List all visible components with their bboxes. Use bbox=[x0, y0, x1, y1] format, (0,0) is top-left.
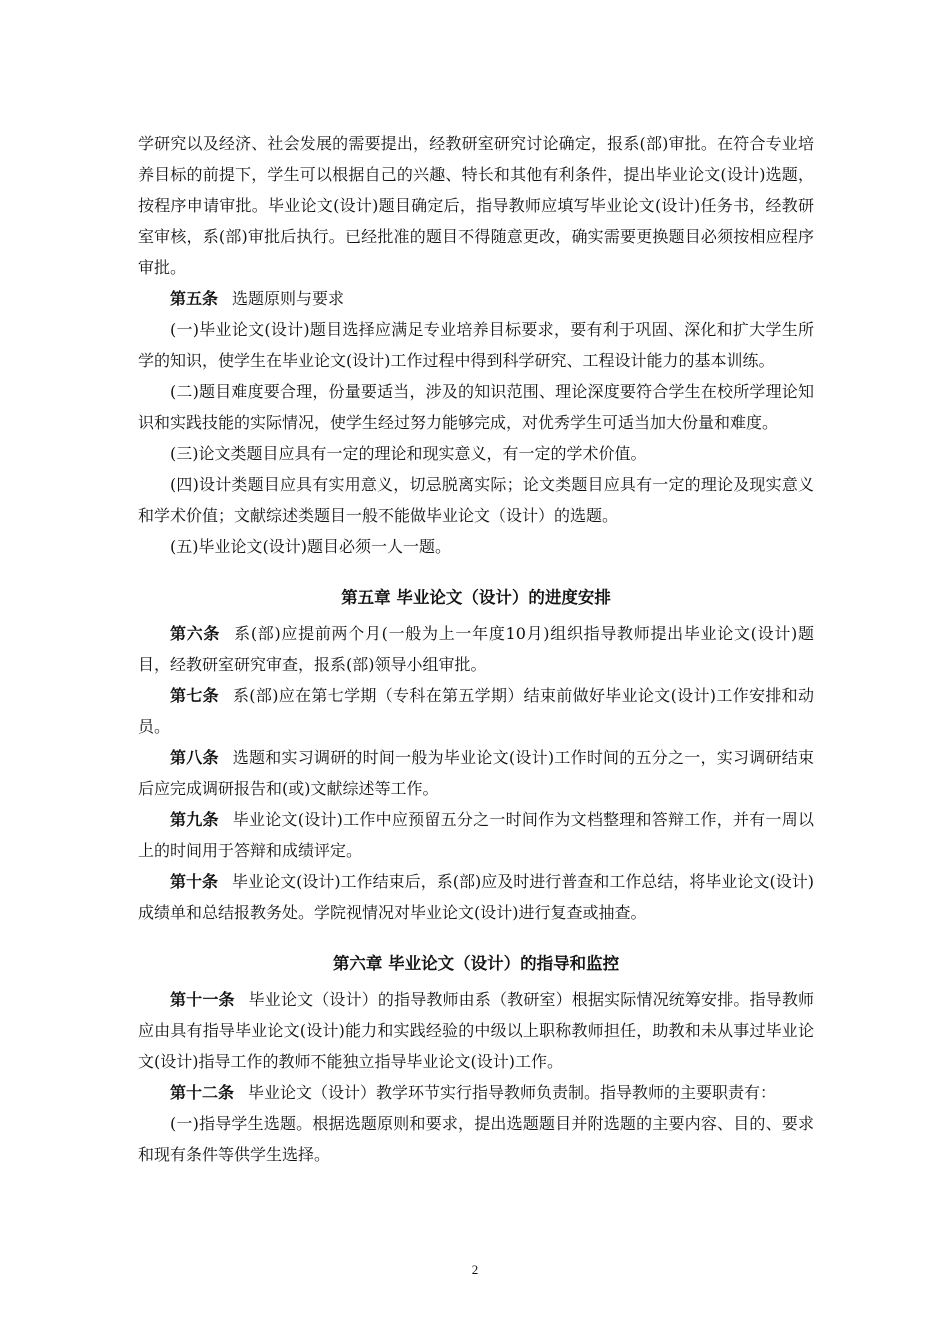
article-label: 第十条 bbox=[170, 872, 219, 891]
article-text: 毕业论文（设计）的指导教师由系（教研室）根据实际情况统筹安排。指导教师应由具有指导毕业论文(设计)能力和实践经验的中级以上职称教师担任，助教和未从事过毕业论文(设计)指导工作的教师不能独立指导毕业论文(设计)工作。 bbox=[138, 990, 814, 1071]
article-text: 毕业论文（设计）教学环节实行指导教师负责制。指导教师的主要职责有： bbox=[248, 1083, 777, 1102]
article-paragraph bbox=[138, 1077, 814, 1108]
article-text: 毕业论文(设计)工作结束后，系(部)应及时进行普查和工作总结，将毕业论文(设计)成绩单和总结报教务处。学院视情况对毕业论文(设计)进行复查或抽查。 bbox=[138, 872, 814, 922]
list-item: (三)论文类题目应具有一定的理论和现实意义，有一定的学术价值。 bbox=[170, 444, 647, 463]
article-label: 第十一条 bbox=[170, 990, 235, 1009]
article-label: 第五条 bbox=[170, 289, 219, 308]
article-text: 毕业论文(设计)工作中应预留五分之一时间作为文档整理和答辩工作，并有一周以上的时间用于答辩和成绩评定。 bbox=[138, 810, 814, 860]
article-label: 第八条 bbox=[170, 748, 219, 767]
list-item: (四)设计类题目应具有实用意义，切忌脱离实际；论文类题目应具有一定的理论及现实意义和学术价值；文献综述类题目一般不能做毕业论文（设计）的选题。 bbox=[138, 475, 814, 525]
continuation-paragraph: 学研究以及经济、社会发展的需要提出，经教研室研究讨论确定，报系(部)审批。在符合专业培养目标的前提下，学生可以根据自己的兴趣、特长和其他有利条件，提出毕业论文(设计)选题，按程序申请审批。毕业论文(设计)题目确定后，指导教师应填写毕业论文(设计)任务书，经教研室审核，系(部)审批后执行。已经批准的题目不得随意更改，确实需要更换题目必须按相应程序审批。 bbox=[138, 134, 814, 277]
article-paragraph bbox=[138, 984, 814, 1077]
article-label: 第六条 bbox=[170, 624, 221, 643]
article-label: 第十二条 bbox=[170, 1083, 235, 1102]
chapter-6-heading: 第六章 毕业论文（设计）的指导和监控 bbox=[332, 954, 620, 973]
article-5-heading bbox=[138, 283, 814, 314]
article-label: 第九条 bbox=[170, 810, 219, 829]
article-paragraph bbox=[138, 866, 814, 928]
page-number: 2 bbox=[471, 1262, 479, 1277]
article-text: 系(部)应提前两个月(一般为上一年度10月)组织指导教师提出毕业论文(设计)题目，经教研室研究审查，报系(部)领导小组审批。 bbox=[138, 624, 814, 674]
document-page bbox=[138, 128, 814, 1170]
article-paragraph bbox=[138, 618, 814, 680]
article-label: 第七条 bbox=[170, 686, 219, 705]
article-paragraph bbox=[138, 742, 814, 804]
article-text: 系(部)应在第七学期（专科在第五学期）结束前做好毕业论文(设计)工作安排和动员。 bbox=[138, 686, 814, 736]
article-paragraph bbox=[138, 804, 814, 866]
list-item: (一)毕业论文(设计)题目选择应满足专业培养目标要求，要有利于巩固、深化和扩大学生所学的知识，使学生在毕业论文(设计)工作过程中得到科学研究、工程设计能力的基本训练。 bbox=[138, 320, 814, 370]
article-text: 选题和实习调研的时间一般为毕业论文(设计)工作时间的五分之一，实习调研结束后应完成调研报告和(或)文献综述等工作。 bbox=[138, 748, 814, 798]
list-item: (五)毕业论文(设计)题目必须一人一题。 bbox=[170, 537, 451, 556]
article-title: 选题原则与要求 bbox=[232, 289, 345, 308]
list-item: (二)题目难度要合理，份量要适当，涉及的知识范围、理论深度要符合学生在校所学理论知识和实践技能的实际情况，使学生经过努力能够完成，对优秀学生可适当加大份量和难度。 bbox=[138, 382, 814, 432]
chapter-5-heading: 第五章 毕业论文（设计）的进度安排 bbox=[341, 588, 611, 607]
list-item: (一)指导学生选题。根据选题原则和要求，提出选题题目并附选题的主要内容、目的、要求和现有条件等供学生选择。 bbox=[138, 1114, 814, 1164]
article-paragraph bbox=[138, 680, 814, 742]
